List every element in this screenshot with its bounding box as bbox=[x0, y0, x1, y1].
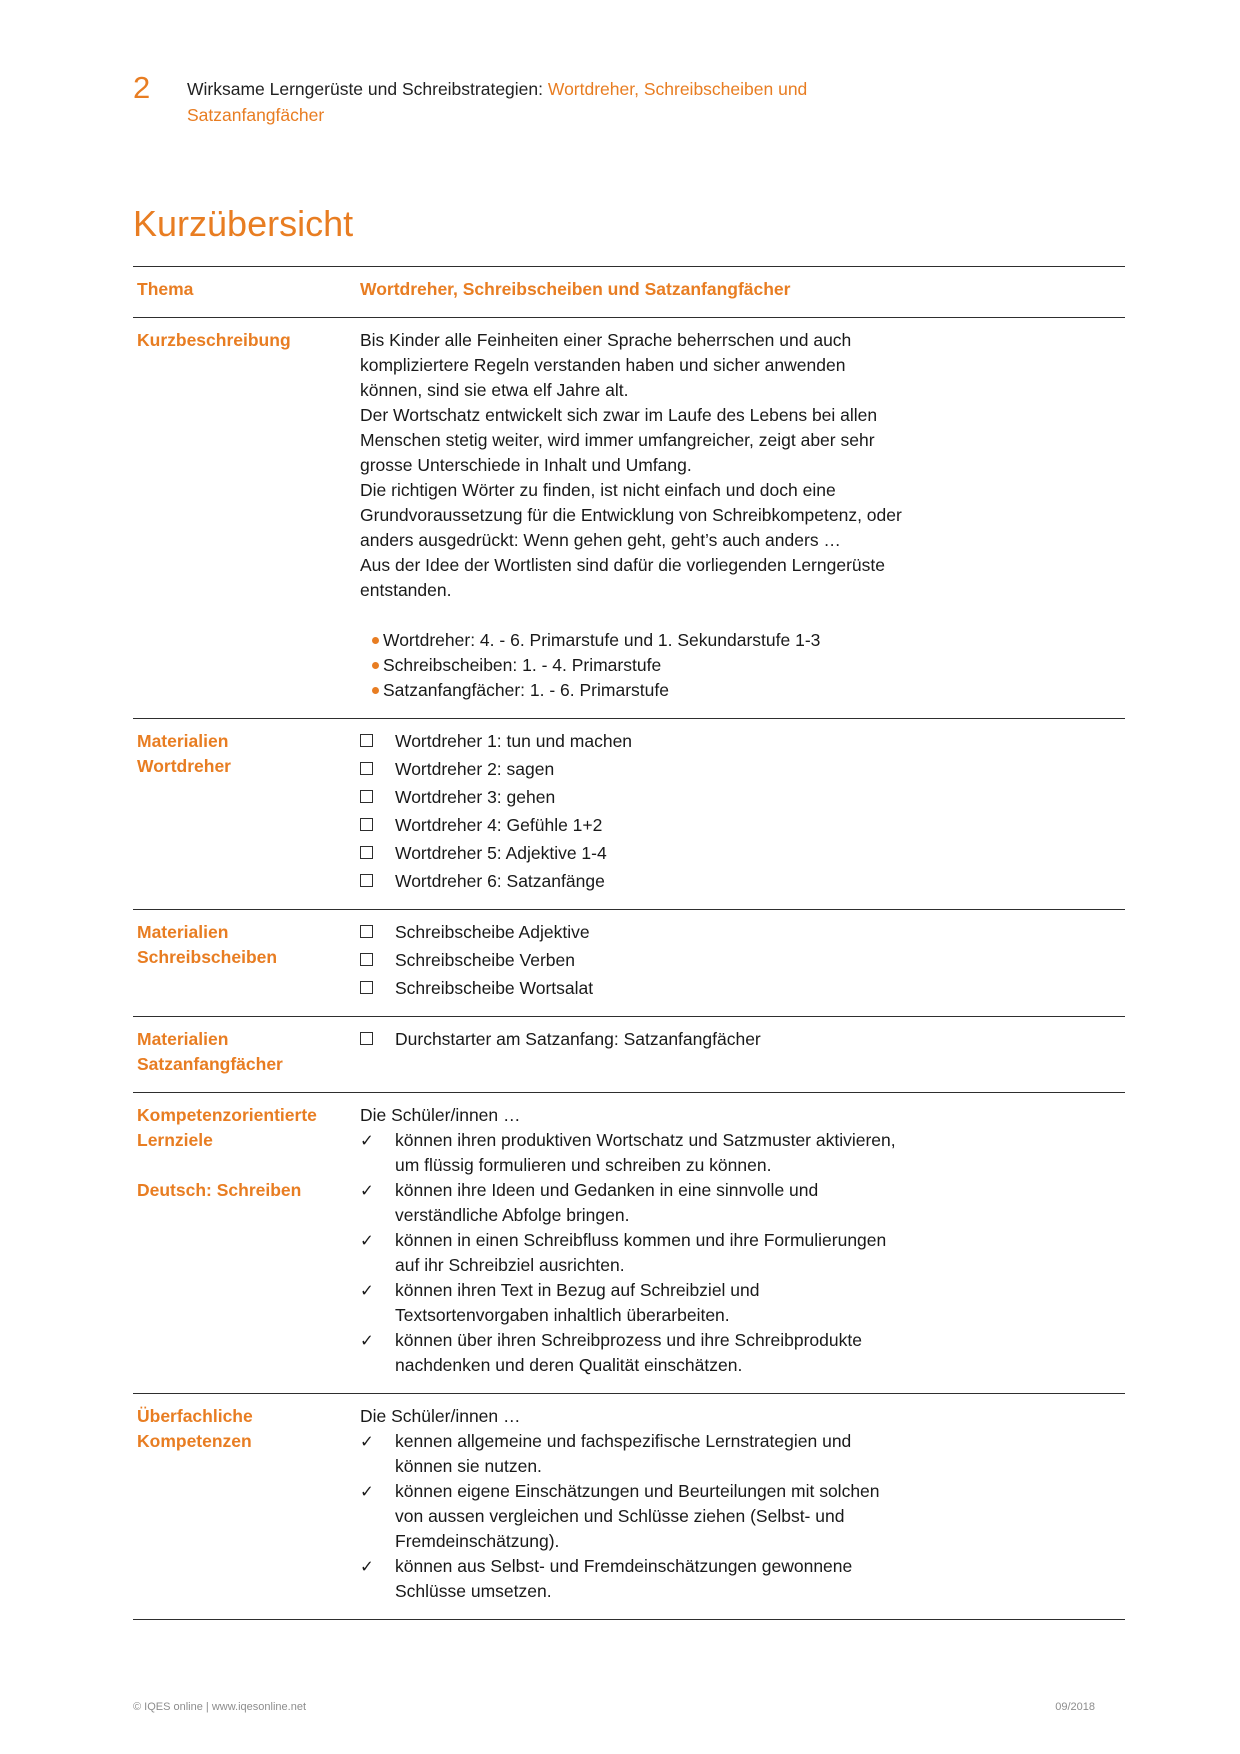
materialien-schreibscheiben-list bbox=[360, 919, 1125, 1001]
page-footer bbox=[133, 1700, 1095, 1714]
bullet-dot-icon bbox=[372, 662, 379, 669]
row-label bbox=[133, 728, 360, 894]
row-label bbox=[133, 1026, 360, 1077]
stufen-bullet-list bbox=[360, 628, 1125, 703]
bullet-item-text: Satzanfangfächer: 1. - 6. Primarstufe bbox=[383, 680, 669, 700]
checkmark-icon bbox=[360, 1483, 374, 1501]
row-label-line: Wortdreher bbox=[137, 756, 231, 776]
table-row-ueberfachliche-kompetenzen bbox=[133, 1394, 1125, 1620]
text-line: grosse Unterschiede in Inhalt und Umfang. bbox=[360, 455, 692, 475]
row-label-line: Kompetenzen bbox=[137, 1431, 252, 1451]
row-label-line: Lernziele bbox=[137, 1130, 213, 1150]
list-item bbox=[360, 1429, 1125, 1479]
text-line: kennen allgemeine und fachspezifische Lernstrategien und bbox=[395, 1431, 852, 1451]
text-line: um flüssig formulieren und schreiben zu können. bbox=[395, 1155, 772, 1175]
row-label-line: Überfachliche bbox=[137, 1406, 253, 1426]
text-line: nachdenken und deren Qualität einschätzen. bbox=[395, 1355, 743, 1375]
checkmark-icon bbox=[360, 1433, 374, 1451]
description-paragraphs bbox=[360, 328, 1000, 603]
ueberfachliche-list bbox=[360, 1403, 1125, 1604]
checkbox-item-text: Wortdreher 6: Satzanfänge bbox=[395, 871, 605, 891]
footer-date: 09/2018 bbox=[1055, 1701, 1095, 1713]
checkbox-icon bbox=[360, 1032, 373, 1045]
document-header bbox=[133, 0, 1125, 128]
list-item bbox=[360, 1228, 1125, 1278]
row-label-line: Materialien bbox=[137, 731, 229, 751]
list-item bbox=[360, 1027, 1125, 1052]
list-item bbox=[360, 920, 1125, 945]
text-line: können sie nutzen. bbox=[395, 1456, 542, 1476]
checkbox-icon bbox=[360, 762, 373, 775]
checkmark-icon bbox=[360, 1132, 374, 1150]
text-line: auf ihr Schreibziel ausrichten. bbox=[395, 1255, 625, 1275]
check-item-text bbox=[395, 1328, 987, 1378]
text-line: Grundvoraussetzung für die Entwicklung von Schreibkompetenz, oder bbox=[360, 505, 902, 525]
table-row-lernziele bbox=[133, 1093, 1125, 1394]
checkmark-icon bbox=[360, 1332, 374, 1350]
list-intro: Die Schüler/innen … bbox=[360, 1406, 521, 1426]
text-line: können aus Selbst- und Fremdeinschätzungen gewonnene bbox=[395, 1556, 853, 1576]
row-label: Kurzbeschreibung bbox=[137, 330, 291, 350]
text-line: Schlüsse umsetzen. bbox=[395, 1581, 552, 1601]
checkbox-icon bbox=[360, 790, 373, 803]
lernziele-list bbox=[360, 1102, 1125, 1378]
text-line: Die richtigen Wörter zu finden, ist nicht einfach und doch eine bbox=[360, 480, 836, 500]
list-item bbox=[360, 1178, 1125, 1228]
checkbox-item-text: Wortdreher 5: Adjektive 1-4 bbox=[395, 843, 607, 863]
list-item bbox=[360, 678, 1125, 703]
text-line: Der Wortschatz entwickelt sich zwar im Laufe des Lebens bei allen bbox=[360, 405, 878, 425]
table-row-thema bbox=[133, 267, 1125, 318]
row-label-line: Schreibscheiben bbox=[137, 947, 278, 967]
row-label bbox=[133, 919, 360, 1001]
materialien-wortdreher-list bbox=[360, 728, 1125, 894]
chapter-title bbox=[187, 72, 932, 128]
text-line: können ihren produktiven Wortschatz und Satzmuster aktivieren, bbox=[395, 1130, 896, 1150]
checkmark-icon bbox=[360, 1182, 374, 1200]
row-label-line: Kompetenzorientierte bbox=[137, 1105, 317, 1125]
list-item bbox=[360, 1328, 1125, 1378]
check-item-text bbox=[395, 1429, 987, 1479]
document-page bbox=[133, 0, 1125, 1620]
table-row-materialien-wortdreher bbox=[133, 719, 1125, 910]
checkbox-item-text: Durchstarter am Satzanfang: Satzanfangfächer bbox=[395, 1029, 761, 1049]
page-title: Kurzübersicht bbox=[133, 203, 354, 244]
list-item bbox=[360, 729, 1125, 754]
checkbox-icon bbox=[360, 925, 373, 938]
chapter-title-text: Wirksame Lerngerüste und Schreibstrategien: bbox=[187, 79, 548, 99]
checkbox-item-text: Wortdreher 4: Gefühle 1+2 bbox=[395, 815, 603, 835]
checkbox-icon bbox=[360, 846, 373, 859]
list-item bbox=[360, 869, 1125, 894]
list-item bbox=[360, 1479, 1125, 1554]
text-line: Menschen stetig weiter, wird immer umfangreicher, zeigt aber sehr bbox=[360, 430, 875, 450]
table-row-materialien-schreibscheiben bbox=[133, 910, 1125, 1017]
chapter-title-accent-text: Wortdreher, Schreibscheiben und Satzanfangfächer bbox=[187, 79, 808, 125]
check-item-text bbox=[395, 1178, 987, 1228]
text-line: können ihre Ideen und Gedanken in eine sinnvolle und bbox=[395, 1180, 819, 1200]
text-line: können eigene Einschätzungen und Beurteilungen mit solchen bbox=[395, 1481, 880, 1501]
checkbox-icon bbox=[360, 953, 373, 966]
bullet-item-text: Wortdreher: 4. - 6. Primarstufe und 1. Sekundarstufe 1-3 bbox=[383, 630, 821, 650]
list-item bbox=[360, 813, 1125, 838]
table-row-kurzbeschreibung bbox=[133, 318, 1125, 719]
checkbox-item-text: Schreibscheibe Adjektive bbox=[395, 922, 590, 942]
text-line: anders ausgedrückt: Wenn gehen geht, geht’s auch anders … bbox=[360, 530, 841, 550]
bullet-item-text: Schreibscheiben: 1. - 4. Primarstufe bbox=[383, 655, 662, 675]
row-label bbox=[133, 1102, 360, 1378]
text-line: können über ihren Schreibprozess und ihre Schreibprodukte bbox=[395, 1330, 862, 1350]
checkbox-item-text: Schreibscheibe Verben bbox=[395, 950, 575, 970]
bullet-dot-icon bbox=[372, 637, 379, 644]
checkbox-item-text: Wortdreher 3: gehen bbox=[395, 787, 556, 807]
row-label bbox=[133, 1403, 360, 1604]
list-item bbox=[360, 1128, 1125, 1178]
checkbox-icon bbox=[360, 874, 373, 887]
check-item-text bbox=[395, 1479, 987, 1554]
text-line: können ihren Text in Bezug auf Schreibziel und bbox=[395, 1280, 760, 1300]
checkbox-item-text: Schreibscheibe Wortsalat bbox=[395, 978, 594, 998]
list-item bbox=[360, 841, 1125, 866]
chapter-number: 2 bbox=[133, 70, 151, 105]
check-item-text bbox=[395, 1554, 987, 1604]
materialien-satzanfangfaecher-list bbox=[360, 1026, 1125, 1077]
text-line: verständliche Abfolge bringen. bbox=[395, 1205, 630, 1225]
list-item bbox=[360, 653, 1125, 678]
list-item bbox=[360, 785, 1125, 810]
list-item bbox=[360, 757, 1125, 782]
checkbox-item-text: Wortdreher 1: tun und machen bbox=[395, 731, 633, 751]
list-intro: Die Schüler/innen … bbox=[360, 1105, 521, 1125]
check-item-text bbox=[395, 1278, 987, 1328]
row-label-secondary: Deutsch: Schreiben bbox=[137, 1180, 302, 1200]
list-item bbox=[360, 1278, 1125, 1328]
thema-value: Wortdreher, Schreibscheiben und Satzanfangfächer bbox=[360, 279, 791, 299]
list-item bbox=[360, 976, 1125, 1001]
check-item-text bbox=[395, 1128, 987, 1178]
text-line: Bis Kinder alle Feinheiten einer Sprache beherrschen und auch bbox=[360, 330, 852, 350]
row-label-line: Materialien bbox=[137, 1029, 229, 1049]
checkbox-icon bbox=[360, 981, 373, 994]
checkmark-icon bbox=[360, 1282, 374, 1300]
text-line: Fremdeinschätzung). bbox=[395, 1531, 560, 1551]
text-line: können, sind sie etwa elf Jahre alt. bbox=[360, 380, 629, 400]
row-label: Thema bbox=[137, 279, 194, 299]
row-label-line: Materialien bbox=[137, 922, 229, 942]
list-item bbox=[360, 628, 1125, 653]
checkmark-icon bbox=[360, 1558, 374, 1576]
list-item bbox=[360, 1554, 1125, 1604]
text-line: können in einen Schreibfluss kommen und ihre Formulierungen bbox=[395, 1230, 887, 1250]
text-line: von aussen vergleichen und Schlüsse ziehen (Selbst- und bbox=[395, 1506, 845, 1526]
row-label-line: Satzanfangfächer bbox=[137, 1054, 283, 1074]
kurzbeschreibung-value bbox=[360, 327, 1125, 703]
text-line: kompliziertere Regeln verstanden haben und sicher anwenden bbox=[360, 355, 846, 375]
table-row-materialien-satzanfangfaecher bbox=[133, 1017, 1125, 1093]
footer-copyright: © IQES online | www.iqesonline.net bbox=[133, 1701, 306, 1713]
text-line: Aus der Idee der Wortlisten sind dafür die vorliegenden Lerngerüste bbox=[360, 555, 885, 575]
text-line: Textsortenvorgaben inhaltlich überarbeiten. bbox=[395, 1305, 730, 1325]
checkbox-item-text: Wortdreher 2: sagen bbox=[395, 759, 555, 779]
checkbox-icon bbox=[360, 818, 373, 831]
bullet-dot-icon bbox=[372, 687, 379, 694]
check-item-text bbox=[395, 1228, 987, 1278]
overview-table bbox=[133, 266, 1125, 1620]
text-line: entstanden. bbox=[360, 580, 452, 600]
list-item bbox=[360, 948, 1125, 973]
checkmark-icon bbox=[360, 1232, 374, 1250]
checkbox-icon bbox=[360, 734, 373, 747]
